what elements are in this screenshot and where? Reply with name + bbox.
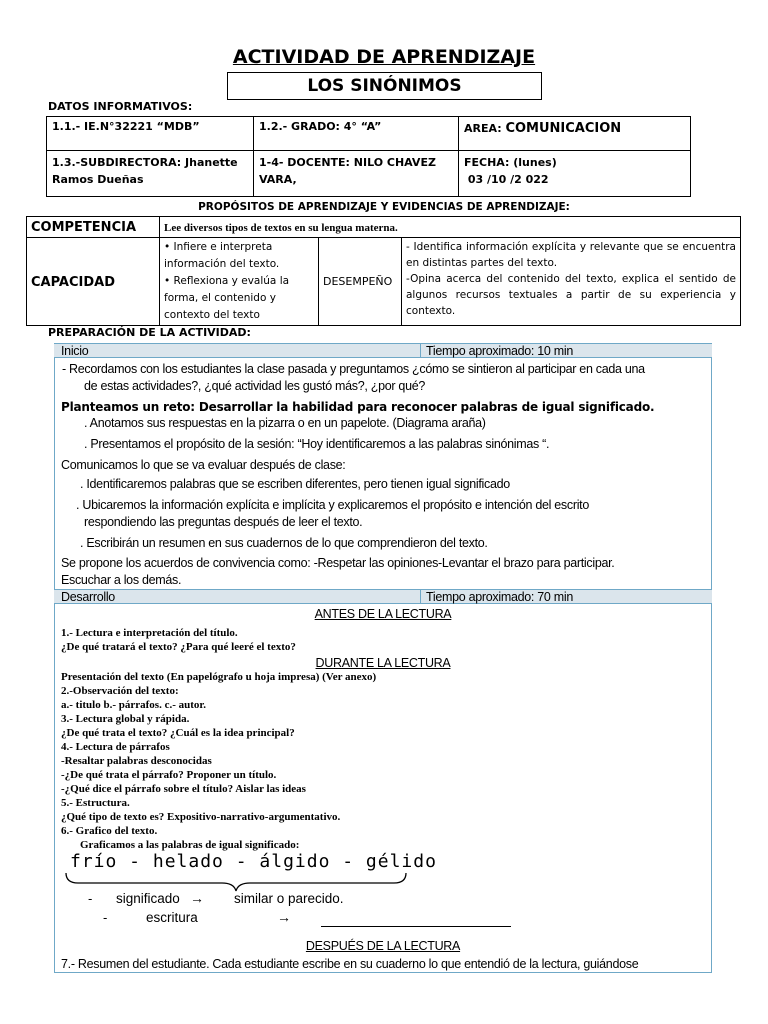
durante-line: 3.- Lectura global y rápida.	[61, 713, 190, 725]
ie-cell	[47, 117, 254, 151]
propositos-label: PROPÓSITOS DE APRENDIZAJE Y EVIDENCIAS DE APRENDIZAJE:	[198, 201, 570, 213]
durante-line: -Resaltar palabras desconocidas	[61, 755, 212, 767]
capacidad-item: • Reflexiona y evalúa la forma, el contenido y contexto del texto	[164, 275, 290, 321]
desempeno-label: DESEMPEÑO	[323, 275, 393, 288]
durante-line: 5.- Estructura.	[61, 797, 130, 809]
synonyms-text: frío - helado - álgido - gélido	[70, 851, 437, 872]
acuerdos-text: Escuchar a los demás.	[61, 573, 182, 587]
grado-cell	[254, 117, 459, 151]
desarrollo-band	[54, 589, 712, 604]
desarrollo-tiempo: Tiempo aproximado: 70 min	[426, 590, 573, 604]
preparacion-label: PREPARACIÓN DE LA ACTIVIDAD:	[48, 326, 251, 339]
significado-label: significado	[116, 891, 180, 906]
graficamos-text: Graficamos a las palabras de igual significado:	[80, 839, 300, 851]
subdirectora-text: 1.3.-SUBDIRECTORA: Jhanette Ramos Dueñas	[52, 156, 238, 186]
escribiran-text: . Escribirán un resumen en sus cuadernos de lo que comprendieron del texto.	[80, 536, 488, 550]
ubicaremos-text: . Ubicaremos la información explícita e implícita y explicaremos el propósito e intención del escrito	[76, 498, 589, 512]
desarrollo-label: Desarrollo	[61, 590, 115, 604]
ubicaremos-text: respondiendo las preguntas después de leer el texto.	[84, 515, 363, 529]
capacidad-list	[160, 238, 319, 326]
docente-text: 1-4- DOCENTE: NILO CHAVEZ VARA,	[259, 156, 436, 186]
durante-title: DURANTE LA LECTURA	[315, 656, 451, 670]
durante-line: Presentación del texto (En papelógrafo u hoja impresa) (Ver anexo)	[61, 671, 377, 683]
competencia-text: Lee diversos tipos de textos en su lengua materna.	[164, 222, 398, 234]
capacidad-item: • Infiere e interpreta información del texto.	[164, 241, 280, 270]
significado-value: similar o parecido.	[234, 891, 344, 906]
capacidad-label-cell	[27, 238, 160, 326]
durante-line: -¿Qué dice el párrafo sobre el título? Aislar las ideas	[61, 783, 306, 795]
desempeno-label-cell	[319, 238, 402, 326]
fecha-value: 03 /10 /2 022	[464, 173, 549, 186]
competencia-text-cell	[160, 217, 741, 238]
durante-line: 4.- Lectura de párrafos	[61, 741, 170, 753]
blank-line	[321, 926, 511, 927]
resumen-text: 7.- Resumen del estudiante. Cada estudiante escribe en su cuaderno lo que entendió de la lectura, guiándose	[61, 957, 639, 971]
escritura-label: escritura	[146, 910, 198, 925]
area-cell	[459, 117, 691, 151]
durante-line: 2.-Observación del texto:	[61, 685, 179, 697]
inicio-line: - Recordamos con los estudiantes la clase pasada y preguntamos ¿cómo se sintieron al participar en cada una	[62, 362, 645, 376]
datos-label: DATOS INFORMATIVOS:	[48, 100, 193, 113]
area-value: COMUNICACION	[505, 121, 622, 136]
durante-line: -¿De qué trata el párrafo? Proponer un título.	[61, 769, 277, 781]
capacidad-label: CAPACIDAD	[31, 274, 116, 290]
ie-text: 1.1.- IE.N°32221 “MDB”	[52, 120, 200, 133]
arrow-right-icon: →	[190, 890, 204, 906]
brace-icon	[64, 871, 408, 893]
subdirectora-cell	[47, 151, 254, 197]
comunicamos-text: Comunicamos lo que se va evaluar después de clase:	[61, 458, 346, 472]
arrow-right-icon: →	[277, 909, 291, 925]
fecha-cell	[459, 151, 691, 197]
antes-line: 1.- Lectura e interpretación del título.	[61, 627, 238, 639]
inicio-tiempo: Tiempo aproximado: 10 min	[426, 344, 573, 358]
page-title: ACTIVIDAD DE APRENDIZAJE	[232, 46, 536, 68]
inicio-label: Inicio	[61, 344, 89, 358]
competencia-label-cell	[27, 217, 160, 238]
area-label: AREA:	[464, 122, 506, 135]
topic-title: LOS SINÓNIMOS	[227, 72, 542, 100]
inicio-line: de estas actividades?, ¿qué actividad les gustó más?, ¿por qué?	[84, 379, 426, 393]
durante-line: a.- titulo b.- párrafos. c.- autor.	[61, 699, 207, 711]
competencia-label: COMPETENCIA	[31, 220, 137, 235]
anotamos-text: . Anotamos sus respuestas en la pizarra o en un papelote. (Diagrama araña)	[84, 416, 486, 430]
antes-title: ANTES DE LA LECTURA	[314, 607, 452, 621]
reto-text: Planteamos un reto: Desarrollar la habilidad para reconocer palabras de igual significado.	[61, 400, 655, 414]
durante-line: ¿De qué trata el texto? ¿Cuál es la idea principal?	[61, 727, 295, 739]
acuerdos-text: Se propone los acuerdos de convivencia como: -Respetar las opiniones-Levantar el brazo para participar.	[61, 556, 615, 570]
grado-text: 1.2.- GRADO: 4° “A”	[259, 120, 382, 133]
datos-table	[46, 116, 691, 197]
desempeno-list	[402, 238, 741, 326]
despues-title: DESPUÉS DE LA LECTURA	[305, 939, 461, 953]
significado-dash: -	[88, 891, 93, 906]
docente-cell	[254, 151, 459, 197]
identificaremos-text: . Identificaremos palabras que se escriben diferentes, pero tienen igual significado	[80, 477, 510, 491]
competencia-table	[26, 216, 741, 326]
fecha-label: FECHA: (lunes)	[464, 156, 557, 169]
inicio-band	[54, 343, 712, 358]
desempeno-item: -Opina acerca del contenido del texto, explica el sentido de algunos recursos textuales a partir de su experiencia y contexto.	[406, 273, 736, 317]
presentamos-text: . Presentamos el propósito de la sesión: “Hoy identificaremos a las palabras sinónimas “.	[84, 437, 550, 451]
antes-line: ¿De qué tratará el texto? ¿Para qué leeré el texto?	[61, 641, 296, 653]
desempeno-item: - Identifica información explícita y relevante que se encuentra en distintas partes del texto.	[406, 241, 736, 269]
durante-line: 6.- Grafico del texto.	[61, 825, 158, 837]
escritura-dash: -	[103, 910, 108, 925]
durante-line: ¿Qué tipo de texto es? Expositivo-narrativo-argumentativo.	[61, 811, 341, 823]
